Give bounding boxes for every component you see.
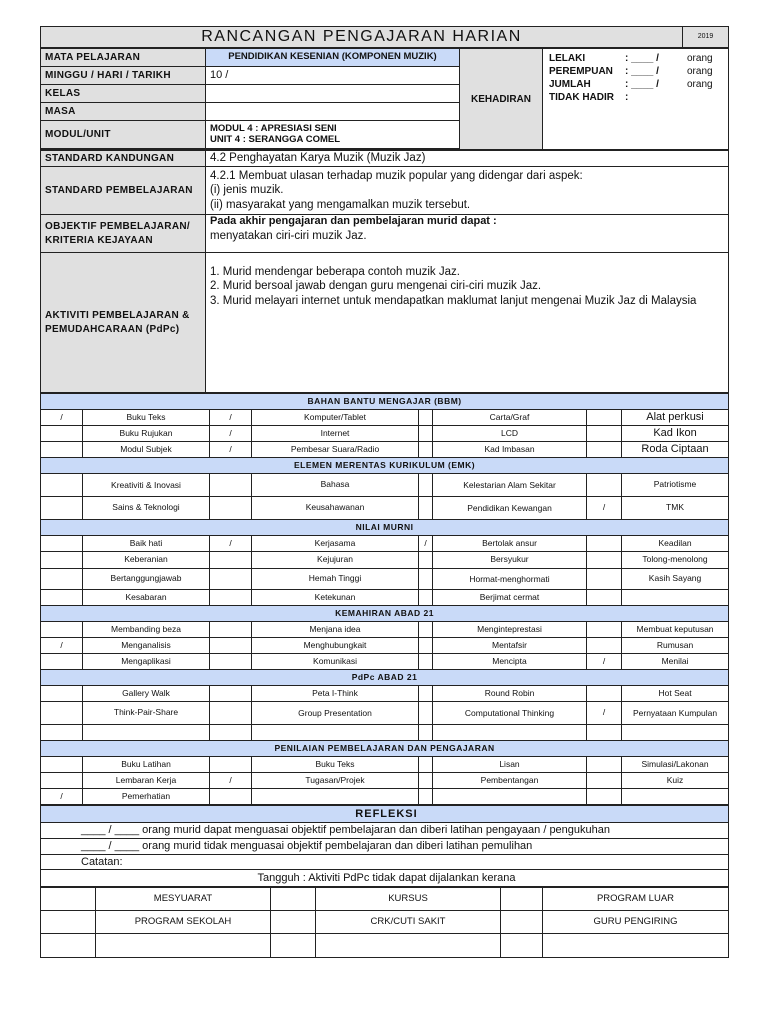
pdpc-checkbox[interactable]	[419, 686, 433, 702]
bbm-item-label: Internet	[252, 426, 419, 442]
penilaian-item-label	[252, 789, 419, 805]
abad-row	[41, 638, 729, 654]
emk-item-label: TMK	[622, 497, 729, 520]
pdpc-item-label: Hot Seat	[622, 686, 729, 702]
tangguh-label: Tangguh : Aktiviti PdPc tidak dapat dijalankan kerana	[41, 870, 729, 887]
attendance-box	[543, 49, 729, 150]
penilaian-item-label: Simulasi/Lakonan	[622, 757, 729, 773]
tangguh-program-luar: PROGRAM LUAR	[543, 888, 729, 911]
bbm-item-label: Modul Subjek	[83, 442, 210, 458]
penilaian-item-label: Lembaran Kerja	[83, 773, 210, 789]
mata-pelajaran-value[interactable]: PENDIDIKAN KESENIAN (KOMPONEN MUZIK)	[206, 49, 460, 67]
nilai-item-label: Kesabaran	[83, 590, 210, 606]
penilaian-checkbox[interactable]	[210, 789, 252, 805]
nilai-checkbox[interactable]	[210, 569, 252, 590]
masa-label: MASA	[41, 103, 206, 121]
nilai-item-label: Kejujuran	[252, 552, 419, 569]
pdpc-item-label	[83, 725, 210, 741]
bbm-row	[41, 410, 729, 426]
tangguh-blank-4[interactable]	[316, 934, 501, 958]
pdpc-checkbox[interactable]	[41, 725, 83, 741]
abad-item-label: Mentafsir	[433, 638, 587, 654]
penilaian-item-label: Lisan	[433, 757, 587, 773]
pdpc-checkbox[interactable]	[210, 702, 252, 725]
nilai-item-label: Bersyukur	[433, 552, 587, 569]
abad-item-label: Membuat keputusan	[622, 622, 729, 638]
objektif-value[interactable]	[206, 215, 729, 253]
attendance-row-jumlah[interactable]: JUMLAH : ____ / orang	[549, 79, 713, 90]
masa-value[interactable]	[206, 103, 460, 121]
catatan-field[interactable]: Catatan:	[41, 855, 729, 870]
modul-value[interactable]	[206, 121, 460, 149]
section-header-nilai: NILAI MURNI	[41, 520, 729, 536]
bbm-checkbox[interactable]	[41, 442, 83, 458]
info-table	[40, 48, 729, 150]
pdpc-checkbox[interactable]	[41, 686, 83, 702]
nilai-item-label: Keadilan	[622, 536, 729, 552]
abad-item-label: Komunikasi	[252, 654, 419, 670]
penilaian-row	[41, 789, 729, 805]
penilaian-checkbox[interactable]: /	[41, 789, 83, 805]
page-title: RANCANGAN PENGAJARAN HARIAN	[41, 27, 683, 48]
emk-item-label: Keusahawanan	[252, 497, 419, 520]
section-header-pdpc: PdPc ABAD 21	[41, 670, 729, 686]
penilaian-item-label: Buku Latihan	[83, 757, 210, 773]
kelas-label: KELAS	[41, 85, 206, 103]
abad-checkbox[interactable]	[210, 654, 252, 670]
penilaian-row	[41, 757, 729, 773]
pdpc-checkbox[interactable]	[587, 686, 622, 702]
objektif-label: OBJEKTIF PEMBELAJARAN/ KRITERIA KEJAYAAN	[41, 215, 206, 253]
objektif-line-2: menyatakan ciri-ciri muzik Jaz.	[210, 229, 367, 242]
tangguh-program-sekolah: PROGRAM SEKOLAH	[96, 911, 271, 934]
bbm-checkbox[interactable]: /	[210, 426, 252, 442]
penilaian-checkbox[interactable]	[419, 789, 433, 805]
emk-item-label: Pendidikan Kewangan	[433, 497, 587, 520]
emk-item-label: Kreativiti & Inovasi	[83, 474, 210, 497]
bbm-checkbox[interactable]	[419, 442, 433, 458]
tangguh-crk: CRK/CUTI SAKIT	[316, 911, 501, 934]
emk-checkbox[interactable]	[587, 474, 622, 497]
abad-item-label: Rumusan	[622, 638, 729, 654]
abad-item-label: Menghubungkait	[252, 638, 419, 654]
abad-item-label: Menganalisis	[83, 638, 210, 654]
aktiviti-value[interactable]	[206, 253, 729, 393]
penilaian-checkbox[interactable]	[419, 773, 433, 789]
emk-checkbox[interactable]	[210, 497, 252, 520]
bbm-item-label: LCD	[433, 426, 587, 442]
nilai-row	[41, 590, 729, 606]
penilaian-checkbox[interactable]	[419, 757, 433, 773]
bbm-checkbox[interactable]	[587, 442, 622, 458]
tangguh-check-program-sekolah[interactable]	[41, 911, 96, 934]
abad-item-label: Menjana idea	[252, 622, 419, 638]
penilaian-row	[41, 773, 729, 789]
tangguh-blank-3[interactable]	[271, 934, 316, 958]
refleksi-table	[40, 805, 729, 887]
abad-item-label: Mengaplikasi	[83, 654, 210, 670]
pdpc-item-label: Gallery Walk	[83, 686, 210, 702]
bbm-item-label: Pembesar Suara/Radio	[252, 442, 419, 458]
bbm-checkbox[interactable]	[419, 410, 433, 426]
nilai-item-label: Hemah Tinggi	[252, 569, 419, 590]
nilai-item-label: Kasih Sayang	[622, 569, 729, 590]
pdpc-row	[41, 725, 729, 741]
tangguh-blank-2[interactable]	[96, 934, 271, 958]
nilai-row	[41, 536, 729, 552]
attendance-row-perempuan[interactable]: PEREMPUAN : ____ / orang	[549, 66, 713, 77]
nilai-checkbox[interactable]	[419, 590, 433, 606]
pdpc-row	[41, 702, 729, 725]
pdpc-checkbox[interactable]: /	[587, 702, 622, 725]
sp-line-3: (ii) masyarakat yang mengamalkan muzik tersebut.	[210, 198, 471, 211]
penilaian-checkbox[interactable]	[587, 789, 622, 805]
penilaian-checkbox[interactable]	[587, 757, 622, 773]
nilai-checkbox[interactable]	[210, 590, 252, 606]
nilai-checkbox[interactable]: /	[419, 536, 433, 552]
pdpc-row	[41, 686, 729, 702]
bbm-checkbox[interactable]	[587, 410, 622, 426]
section-header-penilaian: PENILAIAN PEMBELAJARAN DAN PENGAJARAN	[41, 741, 729, 757]
emk-item-label: Sains & Teknologi	[83, 497, 210, 520]
nilai-item-label: Ketekunan	[252, 590, 419, 606]
penilaian-item-label: Pemerhatian	[83, 789, 210, 805]
tangguh-check-mesyuarat[interactable]	[41, 888, 96, 911]
standard-pembelajaran-label: STANDARD PEMBELAJARAN	[41, 167, 206, 215]
pdpc-item-label: Think-Pair-Share	[83, 702, 210, 725]
nilai-checkbox[interactable]	[587, 590, 622, 606]
abad-checkbox[interactable]	[419, 654, 433, 670]
tangguh-mesyuarat: MESYUARAT	[96, 888, 271, 911]
pdpc-item-label	[433, 725, 587, 741]
tangguh-blank-1[interactable]	[41, 934, 96, 958]
standard-pembelajaran-value[interactable]	[206, 167, 729, 215]
kehadiran-label: KEHADIRAN	[460, 49, 543, 150]
sp-line-2: (i) jenis muzik.	[210, 184, 284, 197]
penilaian-item-label: Tugasan/Projek	[252, 773, 419, 789]
bbm-item-label: Komputer/Tablet	[252, 410, 419, 426]
standard-kandungan-value[interactable]: 4.2 Penghayatan Karya Muzik (Muzik Jaz)	[206, 151, 729, 167]
abad-row	[41, 622, 729, 638]
abad-checkbox[interactable]	[587, 638, 622, 654]
tangguh-guru-pengiring: GURU PENGIRING	[543, 911, 729, 934]
modul-line: MODUL 4 : APRESIASI SENI	[210, 123, 337, 135]
standard-kandungan-label: STANDARD KANDUNGAN	[41, 151, 206, 167]
minggu-label: MINGGU / HARI / TARIKH	[41, 67, 206, 85]
emk-item-label: Patriotisme	[622, 474, 729, 497]
pdpc-checkbox[interactable]	[41, 702, 83, 725]
content-table	[40, 150, 729, 393]
tangguh-check-program-luar[interactable]	[501, 888, 543, 911]
attendance-row-lelaki[interactable]: LELAKI : ____ / orang	[549, 53, 713, 64]
pdpc-item-label: Computational Thinking	[433, 702, 587, 725]
nilai-item-label: Bertolak ansur	[433, 536, 587, 552]
pdpc-checkbox[interactable]	[210, 686, 252, 702]
minggu-value[interactable]: 10 /	[206, 67, 460, 85]
penilaian-item-label	[622, 789, 729, 805]
section-header-emk: ELEMEN MERENTAS KURIKULUM (EMK)	[41, 458, 729, 474]
section-header-bbm: BAHAN BANTU MENGAJAR (BBM)	[41, 394, 729, 410]
nilai-checkbox[interactable]	[587, 569, 622, 590]
penilaian-item-label	[433, 789, 587, 805]
abad-checkbox[interactable]	[419, 622, 433, 638]
modul-label: MODUL/UNIT	[41, 121, 206, 149]
refleksi-line-2[interactable]: ____ / ____ orang murid tidak menguasai objektif pembelajaran dan diberi latihan pemulihan	[41, 839, 729, 855]
abad-item-label: Menginteprestasi	[433, 622, 587, 638]
abad-checkbox[interactable]	[210, 622, 252, 638]
pdpc-item-label	[252, 725, 419, 741]
bbm-checkbox[interactable]	[587, 426, 622, 442]
abad-item-label: Menilai	[622, 654, 729, 670]
pdpc-item-label: Pernyataan Kumpulan	[622, 702, 729, 725]
nilai-checkbox[interactable]	[41, 569, 83, 590]
pdpc-item-label: Group Presentation	[252, 702, 419, 725]
penilaian-item-label: Kuiz	[622, 773, 729, 789]
nilai-checkbox[interactable]	[587, 552, 622, 569]
tangguh-table	[40, 887, 729, 958]
emk-checkbox[interactable]: /	[587, 497, 622, 520]
abad-checkbox[interactable]	[41, 622, 83, 638]
tangguh-blank-5[interactable]	[501, 934, 543, 958]
nilai-item-label: Keberanian	[83, 552, 210, 569]
pdpc-checkbox[interactable]	[210, 725, 252, 741]
bbm-item-label: Buku Teks	[83, 410, 210, 426]
nilai-checkbox[interactable]	[419, 552, 433, 569]
nilai-item-label: Berjimat cermat	[433, 590, 587, 606]
pdpc-checkbox[interactable]	[419, 702, 433, 725]
nilai-item-label	[622, 590, 729, 606]
emk-item-label: Bahasa	[252, 474, 419, 497]
penilaian-checkbox[interactable]: /	[210, 773, 252, 789]
bbm-checkbox[interactable]	[419, 426, 433, 442]
bbm-item-label: Carta/Graf	[433, 410, 587, 426]
nilai-checkbox[interactable]	[210, 552, 252, 569]
penilaian-checkbox[interactable]	[587, 773, 622, 789]
unit-line: UNIT 4 : SERANGGA COMEL	[210, 133, 341, 145]
emk-checkbox[interactable]	[41, 497, 83, 520]
year-label: 2019	[683, 27, 729, 48]
nilai-checkbox[interactable]	[587, 536, 622, 552]
bbm-item-label: Kad Ikon	[622, 426, 729, 442]
bbm-item-label: Buku Rujukan	[83, 426, 210, 442]
section-header-abad: KEMAHIRAN ABAD 21	[41, 606, 729, 622]
nilai-checkbox[interactable]	[41, 536, 83, 552]
emk-checkbox[interactable]	[419, 497, 433, 520]
pdpc-item-label	[622, 725, 729, 741]
nilai-row	[41, 552, 729, 569]
emk-checkbox[interactable]	[419, 474, 433, 497]
abad-checkbox[interactable]	[419, 638, 433, 654]
nilai-checkbox[interactable]	[41, 552, 83, 569]
tangguh-check-kursus[interactable]	[271, 888, 316, 911]
sp-line-1: 4.2.1 Membuat ulasan terhadap muzik popular yang didengar dari aspek:	[210, 169, 583, 182]
abad-item-label: Membanding beza	[83, 622, 210, 638]
emk-checkbox[interactable]	[41, 474, 83, 497]
emk-item-label: Kelestarian Alam Sekitar	[433, 474, 587, 497]
bbm-checkbox[interactable]: /	[210, 442, 252, 458]
aktiviti-label: AKTIVITI PEMBELAJARAN & PEMUDAHCARAAN (PdPc)	[41, 253, 206, 393]
pdpc-checkbox[interactable]	[419, 725, 433, 741]
checklist-table	[40, 393, 729, 805]
abad-checkbox[interactable]	[587, 622, 622, 638]
bbm-checkbox[interactable]	[41, 426, 83, 442]
penilaian-item-label: Buku Teks	[252, 757, 419, 773]
tangguh-kursus: KURSUS	[316, 888, 501, 911]
bbm-row	[41, 426, 729, 442]
nilai-checkbox[interactable]	[41, 590, 83, 606]
nilai-item-label: Baik hati	[83, 536, 210, 552]
title-table	[40, 26, 729, 48]
bbm-item-label: Kad Imbasan	[433, 442, 587, 458]
tangguh-check-crk[interactable]	[271, 911, 316, 934]
bbm-item-label: Alat perkusi	[622, 410, 729, 426]
abad-item-label: Mencipta	[433, 654, 587, 670]
nilai-checkbox[interactable]: /	[210, 536, 252, 552]
nilai-item-label: Bertanggungjawab	[83, 569, 210, 590]
bbm-checkbox[interactable]: /	[41, 410, 83, 426]
penilaian-checkbox[interactable]	[41, 757, 83, 773]
bbm-row	[41, 442, 729, 458]
attendance-row-tidak-hadir[interactable]: TIDAK HADIR :	[549, 92, 629, 103]
emk-checkbox[interactable]	[210, 474, 252, 497]
rph-sheet	[40, 26, 728, 958]
tangguh-blank-6[interactable]	[543, 934, 729, 958]
kelas-value[interactable]	[206, 85, 460, 103]
bbm-item-label: Roda Ciptaan	[622, 442, 729, 458]
emk-row	[41, 474, 729, 497]
objektif-line-1: Pada akhir pengajaran dan pembelajaran murid dapat :	[210, 215, 497, 227]
mata-pelajaran-label: MATA PELAJARAN	[41, 49, 206, 67]
aktiviti-item-1: 1. Murid mendengar beberapa contoh muzik Jaz.	[210, 266, 460, 278]
abad-checkbox[interactable]	[41, 654, 83, 670]
pdpc-item-label: Peta I-Think	[252, 686, 419, 702]
nilai-row	[41, 569, 729, 590]
penilaian-item-label: Pembentangan	[433, 773, 587, 789]
tangguh-check-guru-pengiring[interactable]	[501, 911, 543, 934]
abad-checkbox[interactable]	[210, 638, 252, 654]
nilai-item-label: Hormat-menghormati	[433, 569, 587, 590]
refleksi-header: REFLEKSI	[41, 806, 729, 823]
nilai-item-label: Kerjasama	[252, 536, 419, 552]
pdpc-item-label: Round Robin	[433, 686, 587, 702]
emk-row	[41, 497, 729, 520]
aktiviti-item-2: 2. Murid bersoal jawab dengan guru mengenai ciri-ciri muzik Jaz.	[210, 280, 542, 293]
nilai-checkbox[interactable]	[419, 569, 433, 590]
penilaian-checkbox[interactable]	[41, 773, 83, 789]
pdpc-checkbox[interactable]	[587, 725, 622, 741]
abad-checkbox[interactable]: /	[41, 638, 83, 654]
nilai-item-label: Tolong-menolong	[622, 552, 729, 569]
bbm-checkbox[interactable]: /	[210, 410, 252, 426]
abad-checkbox[interactable]: /	[587, 654, 622, 670]
aktiviti-item-3: 3. Murid melayari internet untuk mendapatkan maklumat lanjut mengenai Muzik Jaz di Malaysia	[210, 294, 697, 307]
refleksi-line-1[interactable]: ____ / ____ orang murid dapat menguasai objektif pembelajaran dan diberi latihan pengayaan / pengukuhan	[41, 823, 729, 839]
abad-row	[41, 654, 729, 670]
penilaian-checkbox[interactable]	[210, 757, 252, 773]
